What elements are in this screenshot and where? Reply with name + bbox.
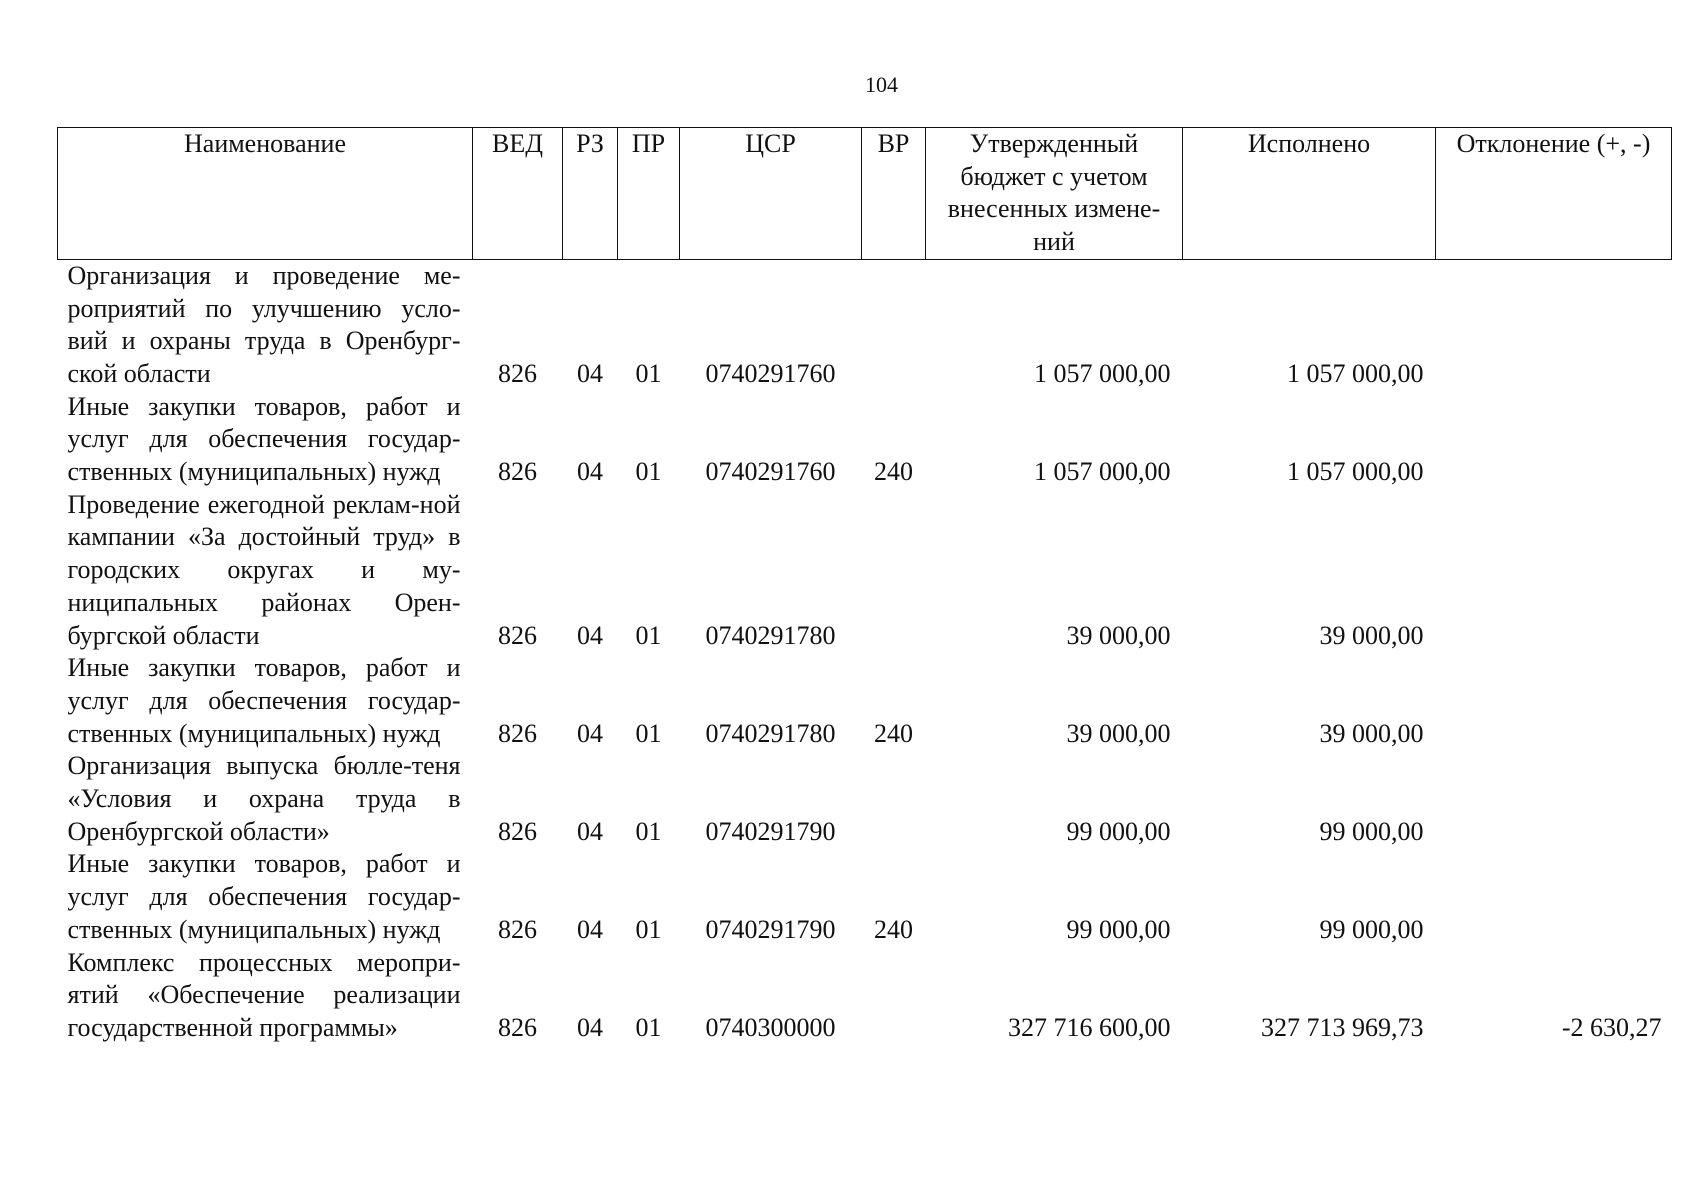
row-ved: 826 xyxy=(498,914,537,944)
row-executed: 1 057 000,00 xyxy=(1287,457,1424,487)
row-executed: 99 000,00 xyxy=(1319,816,1424,846)
row-pr: 01 xyxy=(635,358,662,388)
row-vr: 240 xyxy=(874,718,913,748)
table-row xyxy=(58,391,1672,489)
row-csr: 0740300000 xyxy=(705,1012,836,1042)
row-executed: 99 000,00 xyxy=(1319,914,1424,944)
row-csr: 0740291760 xyxy=(705,457,836,487)
row-rz: 04 xyxy=(577,457,603,487)
row-approved: 99 000,00 xyxy=(1066,914,1171,944)
row-rz: 04 xyxy=(577,620,603,650)
row-ved: 826 xyxy=(498,358,537,388)
table-row xyxy=(58,947,1672,1045)
row-approved: 39 000,00 xyxy=(1066,620,1171,650)
row-vr xyxy=(862,259,926,390)
row-executed: 1 057 000,00 xyxy=(1287,358,1424,388)
row-deviation xyxy=(1436,750,1672,848)
row-executed: 327 713 969,73 xyxy=(1261,1012,1424,1042)
row-approved: 39 000,00 xyxy=(1066,718,1171,748)
header-csr: ЦСР xyxy=(680,128,862,260)
row-executed: 39 000,00 xyxy=(1319,620,1424,650)
row-pr: 01 xyxy=(635,620,662,650)
row-csr: 0740291760 xyxy=(705,358,836,388)
row-deviation xyxy=(1436,259,1672,390)
table-row xyxy=(58,652,1672,750)
row-ved: 826 xyxy=(498,457,537,487)
header-pr: ПР xyxy=(618,128,680,260)
row-rz: 04 xyxy=(577,1012,603,1042)
row-rz: 04 xyxy=(577,914,603,944)
table-header xyxy=(58,128,1672,260)
row-approved: 327 716 600,00 xyxy=(1008,1012,1171,1042)
row-name: Иные закупки товаров, работ и услуг для обеспечения государ-ственных (муниципальных) нужд xyxy=(67,391,461,487)
row-approved: 1 057 000,00 xyxy=(1034,358,1171,388)
row-rz: 04 xyxy=(577,816,603,846)
row-name: Организация выпуска бюлле-теня «Условия и охрана труда в Оренбургской области» xyxy=(67,751,461,846)
row-approved: 1 057 000,00 xyxy=(1034,457,1171,487)
row-vr xyxy=(862,750,926,848)
table-row xyxy=(58,259,1672,390)
row-pr: 01 xyxy=(635,457,662,487)
row-vr xyxy=(862,947,926,1045)
row-deviation xyxy=(1436,652,1672,750)
budget-table xyxy=(57,127,1672,1045)
row-csr: 0740291780 xyxy=(705,620,836,650)
row-pr: 01 xyxy=(635,816,662,846)
row-ved: 826 xyxy=(498,1012,537,1042)
header-executed: Исполнено xyxy=(1183,128,1436,260)
row-rz: 04 xyxy=(577,358,603,388)
table-row xyxy=(58,750,1672,848)
row-deviation: -2 630,27 xyxy=(1561,1012,1662,1042)
row-executed: 39 000,00 xyxy=(1319,718,1424,748)
table-row xyxy=(58,848,1672,946)
table-body xyxy=(58,259,1672,1044)
row-ved: 826 xyxy=(498,718,537,748)
header-ved: ВЕД xyxy=(473,128,563,260)
row-pr: 01 xyxy=(635,1012,662,1042)
header-rz: РЗ xyxy=(563,128,618,260)
row-name: Комплекс процессных меропри-ятий «Обеспечение реализации государственной программы» xyxy=(67,947,461,1042)
row-ved: 826 xyxy=(498,816,537,846)
row-name: Проведение ежегодной реклам-ной кампании «За достойный труд» в городских округах и му-ниципальных районах Орен-бургской области xyxy=(67,489,461,650)
header-approved: Утвержденный бюджет с учетом внесенных измене-ний xyxy=(926,128,1183,260)
header-vr: ВР xyxy=(862,128,926,260)
row-rz: 04 xyxy=(577,718,603,748)
header-deviation: Отклонение (+, -) xyxy=(1436,128,1672,260)
row-name: Иные закупки товаров, работ и услуг для обеспечения государ-ственных (муниципальных) нужд xyxy=(67,849,461,944)
row-name: Иные закупки товаров, работ и услуг для обеспечения государ-ственных (муниципальных) нужд xyxy=(67,653,461,748)
row-pr: 01 xyxy=(635,914,662,944)
row-csr: 0740291780 xyxy=(705,718,836,748)
row-vr: 240 xyxy=(874,457,913,487)
page-number: 104 xyxy=(865,72,898,97)
table-row xyxy=(58,489,1672,653)
row-vr: 240 xyxy=(874,914,913,944)
row-pr: 01 xyxy=(635,718,662,748)
row-vr xyxy=(862,489,926,653)
row-csr: 0740291790 xyxy=(705,816,836,846)
row-csr: 0740291790 xyxy=(705,914,836,944)
row-deviation xyxy=(1436,848,1672,946)
row-approved: 99 000,00 xyxy=(1066,816,1171,846)
row-ved: 826 xyxy=(498,620,537,650)
header-name: Наименование xyxy=(58,128,473,260)
row-deviation xyxy=(1436,489,1672,653)
row-deviation xyxy=(1436,391,1672,489)
row-name: Организация и проведение ме-роприятий по улучшению усло-вий и охраны труда в Оренбург-ской области xyxy=(67,260,461,388)
